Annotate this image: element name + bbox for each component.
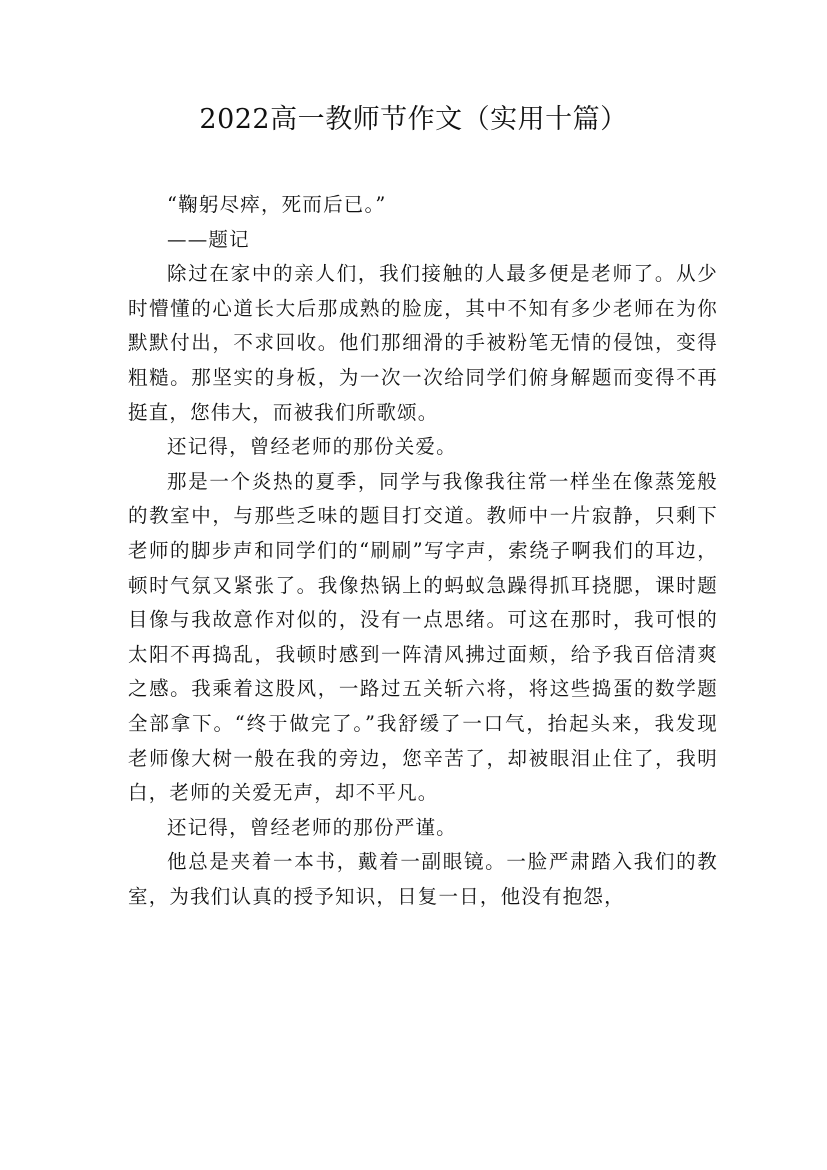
epigraph-quote: “鞠躬尽瘁，死而后已。” [167, 193, 387, 216]
body-paragraph: 还记得，曾经老师的那份关爱。 [167, 435, 457, 459]
body-paragraph: 除过在家中的亲人们，我们接触的人最多便是老师了。从少时懵懂的心道长大后那成熟的脸庞，其中不知有多少老师在为你默默付出，不求回收。他们那细滑的手被粉笔无情的侵蚀，变得粗糙。那坚实的身板，为一次一次给同学们俯身解题而变得不再挺直，您伟大，而被我们所歌颂。 [128, 262, 718, 424]
body-paragraph: 他总是夹着一本书，戴着一副眼镜。一脸严肃踏入我们的教室，为我们认真的授予知识，日复一日，他没有抱怨， [128, 850, 718, 908]
body-paragraph: 还记得，曾经老师的那份严谨。 [167, 815, 457, 839]
epigraph-attribution: ——题记 [167, 227, 250, 251]
body-paragraph: 那是一个炎热的夏季，同学与我像我往常一样坐在像蒸笼般的教室中，与那些乏味的题目打交道。教师中一片寂静，只剩下老师的脚步声和同学们的“刷刷”写字声，索绕子啊我们的耳边，顿时气氛又紧张了。我像热锅上的蚂蚁急躁得抓耳挠腮，课时题目像与我故意作对似的，没有一点思绪。可这在那时，我可恨的太阳不再捣乱，我顿时感到一阵清风拂过面颊，给予我百倍清爽之感。我乘着这股风，一路过五关斩六将，将这些捣蛋的数学题全部拿下。“终于做完了。”我舒缓了一口气，抬起头来，我发现老师像大树一般在我的旁边，您辛苦了，却被眼泪止住了，我明白，老师的关爱无声，却不平凡。 [128, 469, 718, 805]
document-body [128, 188, 718, 914]
document-title: 2022高一教师节作文（实用十篇） [199, 104, 628, 135]
